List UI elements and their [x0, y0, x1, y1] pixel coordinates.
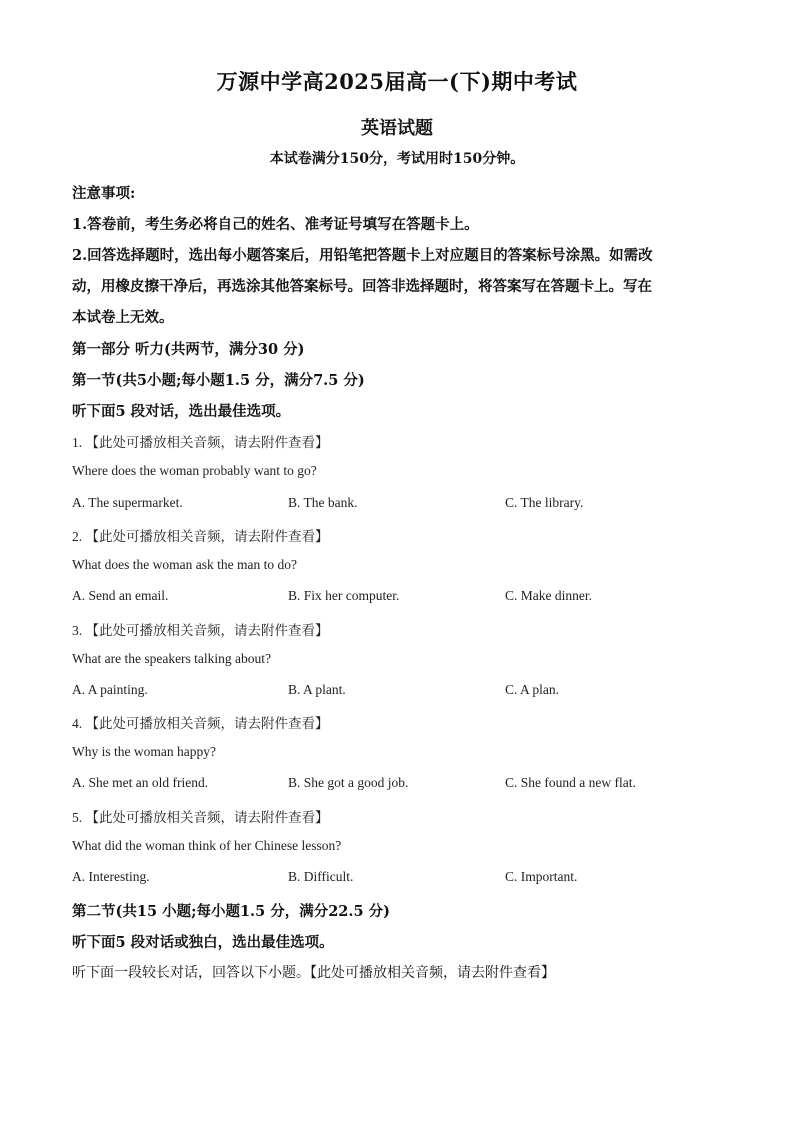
exam-title: 万源中学高2025届高一(下)期中考试 [216, 69, 578, 94]
question-5-option-c: C. Important. [505, 869, 578, 884]
question-3-text: What are the speakers talking about? [72, 651, 272, 666]
notice-heading: 注意事项: [72, 185, 136, 202]
notice-item-2-line-1: 2.回答选择题时，选出每小题答案后，用铅笔把答题卡上对应题目的答案标号涂黑。如需改 [72, 247, 653, 264]
notice-item-2-line-2: 动，用橡皮擦干净后，再选涂其他答案标号。回答非选择题时，将答案写在答题卡上。写在 [72, 278, 652, 295]
audio-placeholder: 【此处可播放相关音频，请去附件查看】 [85, 716, 329, 731]
question-4-option-c: C. She found a new flat. [505, 775, 636, 790]
question-3-option-c: C. A plan. [505, 682, 560, 697]
part1-heading: 第一部分 听力(共两节，满分30 分) [72, 341, 305, 358]
question-1-option-c: C. The library. [505, 495, 584, 510]
question-4-text: Why is the woman happy? [72, 744, 216, 759]
section1-instruction: 听下面5 段对话，选出最佳选项。 [72, 403, 291, 420]
question-4-option-a: A. She met an old friend. [72, 775, 209, 790]
question-5-option-b: B. Difficult. [288, 869, 354, 884]
question-2-audio [72, 525, 722, 545]
question-2-option-c: C. Make dinner. [505, 588, 592, 603]
audio-placeholder: 【此处可播放相关音频，请去附件查看】 [85, 623, 329, 638]
question-5-audio [72, 806, 722, 826]
long-dialogue-instruction: 听下面一段较长对话，回答以下小题。【此处可播放相关音频，请去附件查看】 [72, 965, 555, 981]
audio-placeholder: 【此处可播放相关音频，请去附件查看】 [85, 529, 329, 544]
question-number: 3. [72, 623, 83, 638]
question-1-text: Where does the woman probably want to go? [72, 463, 317, 478]
score-note: 本试卷满分150分，考试用时150分钟。 [269, 151, 525, 167]
question-3-option-b: B. A plant. [288, 682, 346, 697]
section2-heading: 第二节(共15 小题;每小题1.5 分，满分22.5 分) [72, 903, 390, 920]
notice-item-1: 1.答卷前，考生务必将自己的姓名、准考证号填写在答题卡上。 [72, 216, 479, 233]
question-number: 2. [72, 529, 83, 544]
question-4-option-b: B. She got a good job. [288, 775, 409, 790]
section2-instruction: 听下面5 段对话或独白，选出最佳选项。 [72, 934, 334, 951]
exam-subject: 英语试题 [361, 118, 433, 139]
question-3-audio [72, 619, 722, 639]
question-2-option-b: B. Fix her computer. [288, 588, 400, 603]
notice-item-2-line-3: 本试卷上无效。 [72, 309, 174, 326]
question-5-text: What did the woman think of her Chinese lesson? [72, 838, 342, 853]
question-number: 1. [72, 435, 83, 450]
question-3-option-a: A. A painting. [72, 682, 148, 697]
audio-placeholder: 【此处可播放相关音频，请去附件查看】 [85, 435, 329, 450]
question-1-audio [72, 431, 722, 451]
audio-placeholder: 【此处可播放相关音频，请去附件查看】 [85, 810, 329, 825]
question-1-option-a: A. The supermarket. [72, 495, 183, 510]
question-number: 4. [72, 716, 83, 731]
question-number: 5. [72, 810, 83, 825]
question-2-text: What does the woman ask the man to do? [72, 557, 297, 572]
question-5-option-a: A. Interesting. [72, 869, 150, 884]
section1-heading: 第一节(共5小题;每小题1.5 分，满分7.5 分) [72, 372, 365, 389]
question-1-option-b: B. The bank. [288, 495, 358, 510]
question-2-option-a: A. Send an email. [72, 588, 169, 603]
question-4-audio [72, 712, 722, 732]
